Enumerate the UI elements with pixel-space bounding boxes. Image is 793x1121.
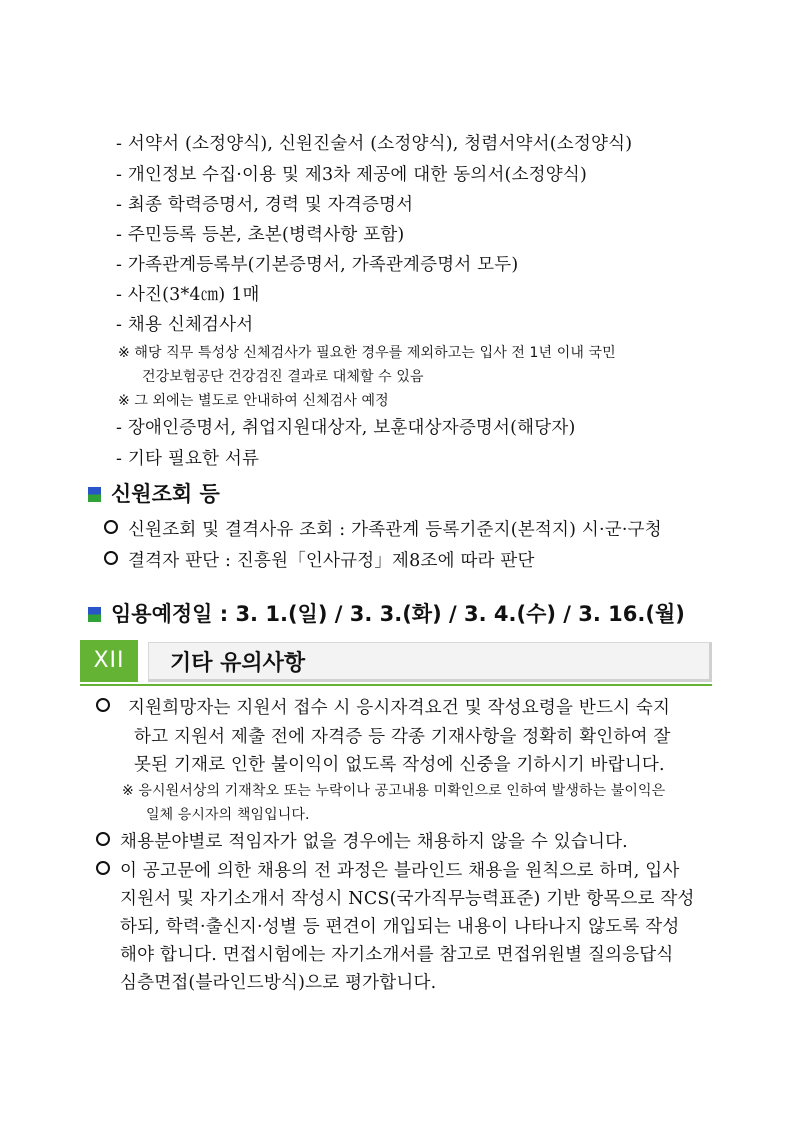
responsibility-note: ※ 응시원서상의 기재착오 또는 누락이나 공고내용 미확인으로 인하여 발생하는 불이익은 [122, 783, 666, 799]
notice-text-cont: 지원서 및 자기소개서 작성시 NCS(국가직무능력표준) 기반 항목으로 작성 [120, 889, 695, 909]
document-item: - 주민등록 등본, 초본(병력사항 포함) [116, 225, 405, 245]
notice-item [96, 828, 628, 853]
notice-text-cont: 못된 기재로 인한 불이익이 없도록 작성에 신중을 기하시기 바랍니다. [134, 755, 665, 775]
reference-check-heading-text: 신원조회 등 [111, 482, 220, 506]
document-item: - 가족관계등록부(기본증명서, 가족관계증명서 모두) [116, 255, 519, 275]
reference-check-item [104, 516, 662, 541]
circle-bullet-icon [96, 832, 110, 846]
document-item: - 기타 필요한 서류 [116, 449, 260, 469]
notice-text-cont: 해야 합니다. 면접시험에는 자기소개서를 참고로 면접위원별 질의응답식 [120, 945, 674, 965]
square-bullet-icon [88, 607, 101, 622]
notice-text: 지원희망자는 지원서 접수 시 응시자격요건 및 작성요령을 반드시 숙지 [128, 698, 671, 718]
notice-text-cont: 심층면접(블라인드방식)으로 평가합니다. [120, 973, 437, 993]
document-item: - 서약서 (소정양식), 신원진술서 (소정양식), 청렴서약서(소정양식) [116, 134, 633, 154]
health-check-note-2: ※ 그 외에는 별도로 안내하여 신체검사 예정 [118, 393, 389, 409]
appointment-date-text: 임용예정일 : 3. 1.(일) / 3. 3.(화) / 3. 4.(수) / 3. 16.(월) [111, 602, 685, 626]
health-check-note: ※ 해당 직무 특성상 신체검사가 필요한 경우를 제외하고는 입사 전 1년 이내 국민 [118, 345, 616, 361]
circle-bullet-icon [96, 698, 110, 712]
square-bullet-icon [88, 487, 101, 502]
circle-bullet-icon [104, 551, 118, 565]
responsibility-note-cont: 일체 응시자의 책임입니다. [146, 807, 310, 823]
notice-item [96, 857, 679, 882]
notice-text-cont: 하되, 학력·출신지·성별 등 편견이 개입되는 내용이 나타나지 않도록 작성 [120, 917, 680, 937]
appointment-date-heading [88, 598, 685, 628]
document-item: - 사진(3*4㎝) 1매 [116, 285, 260, 305]
document-item: - 채용 신체검사서 [116, 315, 254, 335]
document-item: - 개인정보 수집·이용 및 제3차 제공에 대한 동의서(소정양식) [116, 165, 588, 185]
notice-text-cont: 하고 지원서 제출 전에 자격증 등 각종 기재사항을 정확히 확인하여 잘 [134, 727, 671, 747]
document-item: - 최종 학력증명서, 경력 및 자격증명서 [116, 195, 414, 215]
reference-check-item [104, 547, 535, 572]
health-check-note-cont: 건강보험공단 건강검진 결과로 대체할 수 있음 [142, 369, 424, 385]
section-header [80, 640, 712, 682]
section-divider [80, 684, 712, 686]
circle-bullet-icon [96, 861, 110, 875]
reference-check-item-text: 결격자 판단 : 진흥원「인사규정」제8조에 따라 판단 [128, 551, 535, 571]
document-item: - 장애인증명서, 취업지원대상자, 보훈대상자증명서(해당자) [116, 418, 576, 438]
section-title: 기타 유의사항 [170, 651, 306, 676]
reference-check-heading [88, 478, 220, 508]
notice-text: 이 공고문에 의한 채용의 전 과정은 블라인드 채용을 원칙으로 하며, 입사 [120, 861, 680, 881]
section-number: XII [80, 640, 138, 682]
notice-item [96, 694, 670, 719]
reference-check-item-text: 신원조회 및 결격사유 조회 : 가족관계 등록기준지(본적지) 시·군·구청 [128, 520, 662, 540]
notice-text: 채용분야별로 적임자가 없을 경우에는 채용하지 않을 수 있습니다. [120, 832, 628, 852]
circle-bullet-icon [104, 520, 118, 534]
